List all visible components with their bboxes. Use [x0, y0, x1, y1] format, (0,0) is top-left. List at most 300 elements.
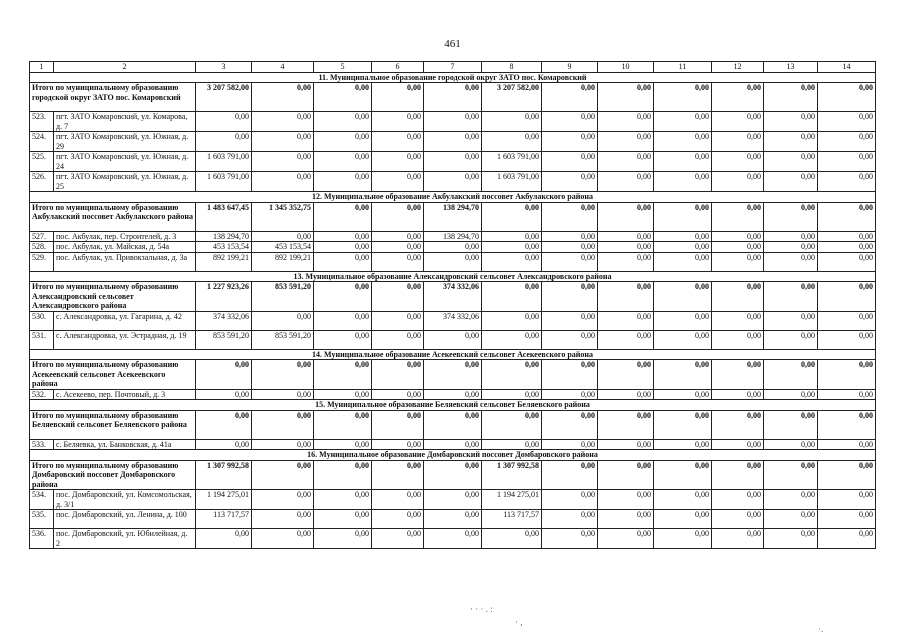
row-number: 535.	[30, 510, 54, 529]
row-value: 0,00	[712, 330, 764, 349]
row-value: 0,00	[196, 132, 252, 152]
row-value: 0,00	[424, 242, 482, 253]
row-value: 0,00	[424, 172, 482, 192]
row-value: 0,00	[764, 242, 818, 253]
row-value: 0,00	[818, 172, 876, 192]
row-value: 0,00	[424, 152, 482, 172]
row-value: 0,00	[818, 242, 876, 253]
row-value: 0,00	[598, 330, 654, 349]
total-value: 0,00	[252, 360, 314, 390]
row-value: 0,00	[598, 252, 654, 271]
total-row	[30, 360, 876, 390]
row-value: 1 603 791,00	[482, 172, 542, 192]
total-value: 0,00	[654, 83, 712, 112]
total-row	[30, 410, 876, 439]
total-row	[30, 202, 876, 231]
total-row	[30, 282, 876, 312]
total-value: 0,00	[424, 410, 482, 439]
row-value: 0,00	[542, 490, 598, 510]
section-title: 13. Муниципальное образование Александровский сельсовет Александровского района	[30, 271, 876, 282]
row-value: 0,00	[654, 172, 712, 192]
row-value: 0,00	[542, 252, 598, 271]
row-address: пос. Домбаровский, ул. Комсомольская, д. 3/1	[54, 490, 196, 510]
row-value: 853 591,20	[252, 330, 314, 349]
row-address: с. Асекеево, пер. Почтовый, д. 3	[54, 389, 196, 400]
row-value: 0,00	[818, 529, 876, 549]
row-value: 0,00	[598, 311, 654, 330]
total-value: 0,00	[252, 460, 314, 490]
total-value: 0,00	[598, 460, 654, 490]
row-value: 0,00	[598, 389, 654, 400]
row-value: 0,00	[314, 490, 372, 510]
row-value: 0,00	[764, 112, 818, 132]
row-value: 0,00	[764, 330, 818, 349]
row-value: 0,00	[542, 439, 598, 450]
total-value: 0,00	[424, 360, 482, 390]
row-value: 0,00	[424, 389, 482, 400]
total-value: 0,00	[482, 282, 542, 312]
total-value: 0,00	[372, 83, 424, 112]
row-number: 523.	[30, 112, 54, 132]
row-address: пос. Акбулак, ул. Майская, д. 54а	[54, 242, 196, 253]
row-value: 0,00	[424, 112, 482, 132]
row-value: 0,00	[598, 490, 654, 510]
total-name: Итого по муниципальному образованию Беляевский сельсовет Беляевского района	[30, 410, 196, 439]
row-number: 536.	[30, 529, 54, 549]
total-value: 0,00	[712, 83, 764, 112]
total-value: 0,00	[314, 282, 372, 312]
row-address: с. Беляевка, ул. Банковская, д. 41а	[54, 439, 196, 450]
section-title-row	[30, 400, 876, 411]
table-row	[30, 389, 876, 400]
budget-table	[29, 61, 876, 549]
row-value: 0,00	[598, 152, 654, 172]
row-value: 0,00	[252, 152, 314, 172]
row-number: 528.	[30, 242, 54, 253]
total-value: 374 332,06	[424, 282, 482, 312]
row-value: 0,00	[598, 112, 654, 132]
total-name: Итого по муниципальному образованию Домбаровский поссовет Домбаровского района	[30, 460, 196, 490]
row-value: 0,00	[598, 132, 654, 152]
row-value: 0,00	[372, 252, 424, 271]
row-value: 0,00	[712, 242, 764, 253]
total-value: 0,00	[314, 410, 372, 439]
column-number: 11	[654, 62, 712, 73]
column-number: 2	[54, 62, 196, 73]
row-value: 0,00	[196, 439, 252, 450]
row-value: 0,00	[712, 231, 764, 242]
row-value: 0,00	[372, 242, 424, 253]
row-value: 0,00	[372, 311, 424, 330]
column-number: 14	[818, 62, 876, 73]
row-value: 0,00	[482, 132, 542, 152]
row-value: 0,00	[424, 132, 482, 152]
total-value: 0,00	[654, 410, 712, 439]
row-value: 0,00	[712, 389, 764, 400]
section-title-row	[30, 271, 876, 282]
table-row	[30, 510, 876, 529]
row-address: пос. Акбулак, пер. Строителей, д. 3	[54, 231, 196, 242]
total-value: 1 483 647,45	[196, 202, 252, 231]
row-value: 0,00	[252, 132, 314, 152]
section-title: 11. Муниципальное образование городской округ ЗАТО пос. Комаровский	[30, 72, 876, 83]
row-value: 0,00	[372, 172, 424, 192]
row-value: 892 199,21	[196, 252, 252, 271]
row-value: 0,00	[712, 490, 764, 510]
row-value: 0,00	[482, 439, 542, 450]
total-value: 0,00	[598, 282, 654, 312]
column-number: 13	[764, 62, 818, 73]
row-value: 0,00	[654, 529, 712, 549]
total-value: 0,00	[818, 410, 876, 439]
total-value: 3 207 582,00	[196, 83, 252, 112]
row-value: 453 153,54	[252, 242, 314, 253]
total-row	[30, 460, 876, 490]
row-value: 0,00	[314, 439, 372, 450]
row-value: 0,00	[542, 330, 598, 349]
row-value: 0,00	[482, 252, 542, 271]
row-value: 0,00	[372, 231, 424, 242]
row-value: 0,00	[252, 389, 314, 400]
total-value: 0,00	[542, 83, 598, 112]
total-value: 138 294,70	[424, 202, 482, 231]
row-value: 0,00	[482, 529, 542, 549]
row-value: 1 194 275,01	[196, 490, 252, 510]
total-value: 853 591,20	[252, 282, 314, 312]
row-value: 0,00	[542, 172, 598, 192]
column-number: 10	[598, 62, 654, 73]
row-number: 534.	[30, 490, 54, 510]
row-value: 1 194 275,01	[482, 490, 542, 510]
row-value: 0,00	[764, 529, 818, 549]
row-value: 0,00	[542, 112, 598, 132]
row-value: 0,00	[654, 510, 712, 529]
table-row	[30, 490, 876, 510]
row-value: 0,00	[542, 311, 598, 330]
row-value: 0,00	[314, 132, 372, 152]
row-value: 0,00	[372, 439, 424, 450]
row-value: 0,00	[252, 490, 314, 510]
total-value: 0,00	[712, 360, 764, 390]
total-value: 0,00	[482, 202, 542, 231]
row-value: 0,00	[598, 242, 654, 253]
row-value: 0,00	[654, 252, 712, 271]
row-value: 138 294,70	[196, 231, 252, 242]
section-title-row	[30, 192, 876, 203]
row-address: пос. Домбаровский, ул. Юбилейная, д. 2	[54, 529, 196, 549]
row-value: 0,00	[764, 490, 818, 510]
section-title: 14. Муниципальное образование Асекеевский сельсовет Асекеевского района	[30, 349, 876, 360]
row-value: 0,00	[196, 529, 252, 549]
row-value: 113 717,57	[196, 510, 252, 529]
row-value: 0,00	[764, 510, 818, 529]
section-title-row	[30, 72, 876, 83]
total-value: 0,00	[818, 282, 876, 312]
row-value: 0,00	[712, 172, 764, 192]
row-value: 0,00	[654, 389, 712, 400]
total-value: 0,00	[314, 202, 372, 231]
row-value: 0,00	[654, 231, 712, 242]
column-number: 1	[30, 62, 54, 73]
total-value: 3 207 582,00	[482, 83, 542, 112]
total-value: 0,00	[764, 83, 818, 112]
table-row	[30, 529, 876, 549]
row-value: 0,00	[654, 490, 712, 510]
row-value: 0,00	[482, 242, 542, 253]
row-value: 0,00	[654, 132, 712, 152]
row-value: 0,00	[314, 231, 372, 242]
column-number: 3	[196, 62, 252, 73]
row-value: 138 294,70	[424, 231, 482, 242]
section-title: 16. Муниципальное образование Домбаровский поссовет Домбаровского района	[30, 450, 876, 461]
row-value: 0,00	[542, 152, 598, 172]
row-value: 0,00	[314, 242, 372, 253]
total-value: 0,00	[712, 460, 764, 490]
row-number: 529.	[30, 252, 54, 271]
total-name: Итого по муниципальному образованию городской округ ЗАТО пос. Комаровский	[30, 83, 196, 112]
row-value: 0,00	[482, 389, 542, 400]
row-value: 0,00	[654, 439, 712, 450]
total-value: 0,00	[252, 83, 314, 112]
row-value: 0,00	[372, 112, 424, 132]
row-address: пгт. ЗАТО Комаровский, ул. Комарова, д. 7	[54, 112, 196, 132]
row-value: 0,00	[372, 330, 424, 349]
row-address: пгт. ЗАТО Комаровский, ул. Южная, д. 24	[54, 152, 196, 172]
row-value: 0,00	[252, 510, 314, 529]
row-value: 0,00	[818, 112, 876, 132]
row-value: 0,00	[196, 389, 252, 400]
row-number: 532.	[30, 389, 54, 400]
row-value: 0,00	[712, 132, 764, 152]
row-address: пос. Домбаровский, ул. Ленина, д. 100	[54, 510, 196, 529]
row-value: 0,00	[712, 252, 764, 271]
row-value: 453 153,54	[196, 242, 252, 253]
total-name: Итого по муниципальному образованию Асекеевский сельсовет Асекеевского района	[30, 360, 196, 390]
row-number: 533.	[30, 439, 54, 450]
row-address: пос. Акбулак, ул. Привокзальная, д. 3а	[54, 252, 196, 271]
table-row	[30, 252, 876, 271]
total-name: Итого по муниципальному образованию Александровский сельсовет Александровского района	[30, 282, 196, 312]
row-value: 0,00	[818, 330, 876, 349]
total-value: 0,00	[314, 460, 372, 490]
table-row	[30, 242, 876, 253]
row-value: 853 591,20	[196, 330, 252, 349]
row-value: 0,00	[372, 529, 424, 549]
row-value: 0,00	[482, 311, 542, 330]
row-number: 525.	[30, 152, 54, 172]
total-row	[30, 83, 876, 112]
total-value: 0,00	[196, 410, 252, 439]
total-value: 0,00	[818, 83, 876, 112]
row-value: 0,00	[818, 132, 876, 152]
total-value: 1 345 352,75	[252, 202, 314, 231]
total-value: 0,00	[252, 410, 314, 439]
total-value: 0,00	[542, 202, 598, 231]
table-row	[30, 152, 876, 172]
row-value: 0,00	[598, 231, 654, 242]
row-value: 0,00	[424, 330, 482, 349]
total-value: 1 307 992,58	[482, 460, 542, 490]
row-value: 0,00	[764, 132, 818, 152]
row-value: 0,00	[542, 529, 598, 549]
row-value: 0,00	[314, 510, 372, 529]
total-value: 0,00	[654, 360, 712, 390]
row-value: 0,00	[424, 510, 482, 529]
total-value: 0,00	[818, 202, 876, 231]
row-value: 0,00	[542, 389, 598, 400]
total-value: 0,00	[598, 83, 654, 112]
row-number: 531.	[30, 330, 54, 349]
row-value: 0,00	[598, 529, 654, 549]
row-value: 1 603 791,00	[482, 152, 542, 172]
column-number: 8	[482, 62, 542, 73]
total-value: 0,00	[712, 282, 764, 312]
row-value: 0,00	[654, 311, 712, 330]
total-value: 0,00	[372, 410, 424, 439]
total-value: 0,00	[654, 460, 712, 490]
row-value: 0,00	[712, 152, 764, 172]
total-value: 0,00	[542, 360, 598, 390]
total-value: 0,00	[764, 460, 818, 490]
row-value: 0,00	[372, 510, 424, 529]
row-value: 0,00	[712, 439, 764, 450]
total-value: 0,00	[372, 460, 424, 490]
total-value: 0,00	[764, 282, 818, 312]
total-value: 0,00	[482, 360, 542, 390]
row-number: 524.	[30, 132, 54, 152]
row-value: 0,00	[424, 529, 482, 549]
total-value: 0,00	[598, 202, 654, 231]
total-value: 0,00	[542, 460, 598, 490]
scan-speckle: · ,	[515, 617, 523, 627]
table-row	[30, 231, 876, 242]
row-value: 1 603 791,00	[196, 172, 252, 192]
section-title-row	[30, 450, 876, 461]
row-value: 0,00	[654, 152, 712, 172]
row-value: 0,00	[372, 490, 424, 510]
row-value: 0,00	[764, 152, 818, 172]
total-value: 0,00	[712, 410, 764, 439]
column-number: 5	[314, 62, 372, 73]
row-value: 113 717,57	[482, 510, 542, 529]
row-value: 0,00	[372, 132, 424, 152]
row-value: 0,00	[764, 311, 818, 330]
total-value: 0,00	[482, 410, 542, 439]
total-value: 0,00	[542, 410, 598, 439]
row-value: 0,00	[712, 311, 764, 330]
scan-speckle: · · · . :	[470, 604, 493, 614]
row-value: 0,00	[252, 231, 314, 242]
row-value: 0,00	[542, 132, 598, 152]
row-number: 526.	[30, 172, 54, 192]
total-value: 0,00	[314, 83, 372, 112]
total-value: 0,00	[196, 360, 252, 390]
row-value: 0,00	[818, 389, 876, 400]
row-value: 374 332,06	[424, 311, 482, 330]
row-value: 0,00	[314, 311, 372, 330]
row-value: 0,00	[542, 231, 598, 242]
row-value: 0,00	[424, 439, 482, 450]
row-value: 1 603 791,00	[196, 152, 252, 172]
row-address: с. Александровка, ул. Гагарина, д. 42	[54, 311, 196, 330]
section-title: 15. Муниципальное образование Беляевский сельсовет Беляевского района	[30, 400, 876, 411]
row-value: 0,00	[314, 152, 372, 172]
row-address: пгт. ЗАТО Комаровский, ул. Южная, д. 25	[54, 172, 196, 192]
row-value: 0,00	[372, 389, 424, 400]
total-value: 0,00	[764, 360, 818, 390]
row-value: 0,00	[712, 529, 764, 549]
row-value: 0,00	[482, 330, 542, 349]
row-value: 0,00	[654, 112, 712, 132]
row-value: 0,00	[764, 172, 818, 192]
total-value: 0,00	[372, 360, 424, 390]
total-value: 0,00	[598, 410, 654, 439]
row-value: 0,00	[314, 172, 372, 192]
row-number: 530.	[30, 311, 54, 330]
row-value: 0,00	[542, 242, 598, 253]
column-number-row	[30, 62, 876, 73]
row-value: 0,00	[764, 231, 818, 242]
total-value: 0,00	[818, 360, 876, 390]
row-value: 0,00	[818, 439, 876, 450]
column-number: 12	[712, 62, 764, 73]
total-value: 0,00	[424, 460, 482, 490]
row-value: 0,00	[482, 112, 542, 132]
row-value: 0,00	[542, 510, 598, 529]
row-value: 0,00	[314, 330, 372, 349]
total-value: 0,00	[372, 282, 424, 312]
column-number: 9	[542, 62, 598, 73]
row-value: 0,00	[314, 112, 372, 132]
row-value: 0,00	[818, 510, 876, 529]
table-row	[30, 439, 876, 450]
total-value: 0,00	[598, 360, 654, 390]
row-value: 0,00	[654, 242, 712, 253]
table-row	[30, 311, 876, 330]
row-value: 0,00	[764, 439, 818, 450]
row-value: 0,00	[482, 231, 542, 242]
row-value: 0,00	[818, 152, 876, 172]
table-row	[30, 172, 876, 192]
total-value: 0,00	[542, 282, 598, 312]
total-name: Итого по муниципальному образованию Акбулакский поссовет Акбулакского района	[30, 202, 196, 231]
total-value: 0,00	[764, 410, 818, 439]
row-value: 0,00	[424, 252, 482, 271]
total-value: 0,00	[314, 360, 372, 390]
row-value: 0,00	[196, 112, 252, 132]
column-number: 4	[252, 62, 314, 73]
scan-speckle: ·.	[818, 624, 824, 634]
row-value: 0,00	[252, 311, 314, 330]
row-address: с. Александровка, ул. Эстрадная, д. 19	[54, 330, 196, 349]
total-value: 1 307 992,58	[196, 460, 252, 490]
table-row	[30, 132, 876, 152]
row-value: 374 332,06	[196, 311, 252, 330]
row-value: 0,00	[764, 252, 818, 271]
row-value: 0,00	[314, 529, 372, 549]
section-title: 12. Муниципальное образование Акбулакский поссовет Акбулакского района	[30, 192, 876, 203]
column-number: 6	[372, 62, 424, 73]
row-address: пгт. ЗАТО Комаровский, ул. Южная, д. 29	[54, 132, 196, 152]
total-value: 0,00	[424, 83, 482, 112]
row-value: 892 199,21	[252, 252, 314, 271]
row-value: 0,00	[252, 529, 314, 549]
total-value: 0,00	[372, 202, 424, 231]
row-value: 0,00	[818, 311, 876, 330]
row-value: 0,00	[764, 389, 818, 400]
total-value: 0,00	[818, 460, 876, 490]
total-value: 0,00	[654, 282, 712, 312]
